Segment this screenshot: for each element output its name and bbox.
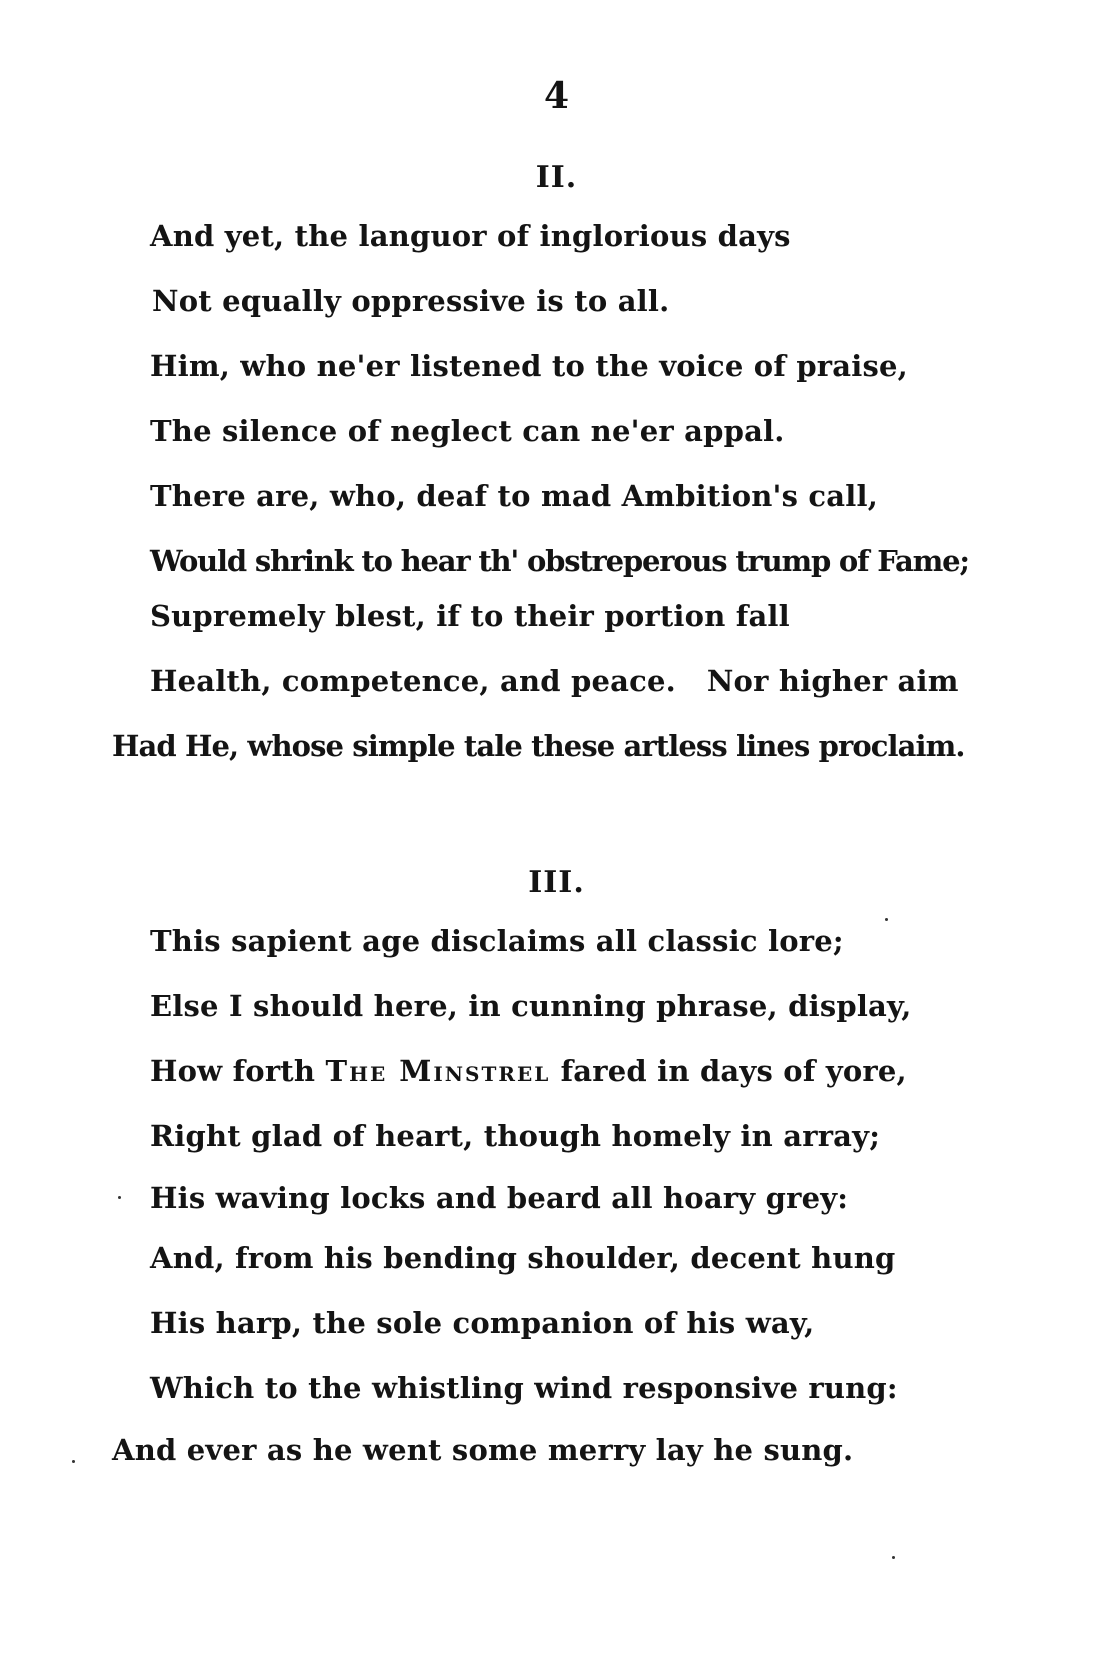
poem-line: Had He, whose simple tale these artless lines proclaim.	[112, 729, 965, 763]
poem-line: This sapient age disclaims all classic lore;	[150, 924, 844, 958]
page-number: 4	[543, 75, 570, 117]
poem-line: And yet, the languor of inglorious days	[150, 219, 791, 253]
poem-line: Would shrink to hear th' obstreperous trump of Fame;	[150, 544, 969, 578]
poem-line	[150, 1053, 907, 1089]
stanza-heading: III.	[528, 865, 585, 900]
poem-line: And, from his bending shoulder, decent hung	[150, 1241, 896, 1275]
print-speck	[72, 1460, 75, 1463]
poem-line: And ever as he went some merry lay he sung.	[112, 1433, 854, 1467]
poem-line: Health, competence, and peace. Nor higher aim	[150, 664, 959, 698]
poem-line: The silence of neglect can ne'er appal.	[150, 414, 785, 448]
poem-line: His waving locks and beard all hoary grey:	[150, 1181, 849, 1215]
poem-line: His harp, the sole companion of his way,	[150, 1306, 815, 1340]
stanza-heading: II.	[535, 160, 578, 195]
poem-line-text: How forth	[150, 1054, 326, 1088]
poem-line: Which to the whistling wind responsive rung:	[150, 1371, 898, 1405]
poem-line: Not equally oppressive is to all.	[152, 284, 670, 318]
print-speck	[885, 918, 888, 921]
print-speck	[892, 1556, 895, 1559]
poem-line: Him, who ne'er listened to the voice of praise,	[150, 349, 908, 383]
print-speck	[118, 1196, 121, 1199]
poem-line: Else I should here, in cunning phrase, display,	[150, 989, 912, 1023]
poem-line: Right glad of heart, though homely in array;	[150, 1119, 881, 1153]
poem-line: There are, who, deaf to mad Ambition's call,	[150, 479, 879, 513]
poem-title-small-caps: The Minstrel	[325, 1054, 551, 1088]
poem-line: Supremely blest, if to their portion fall	[150, 599, 790, 633]
poem-line-text: fared in days of yore,	[550, 1054, 907, 1088]
